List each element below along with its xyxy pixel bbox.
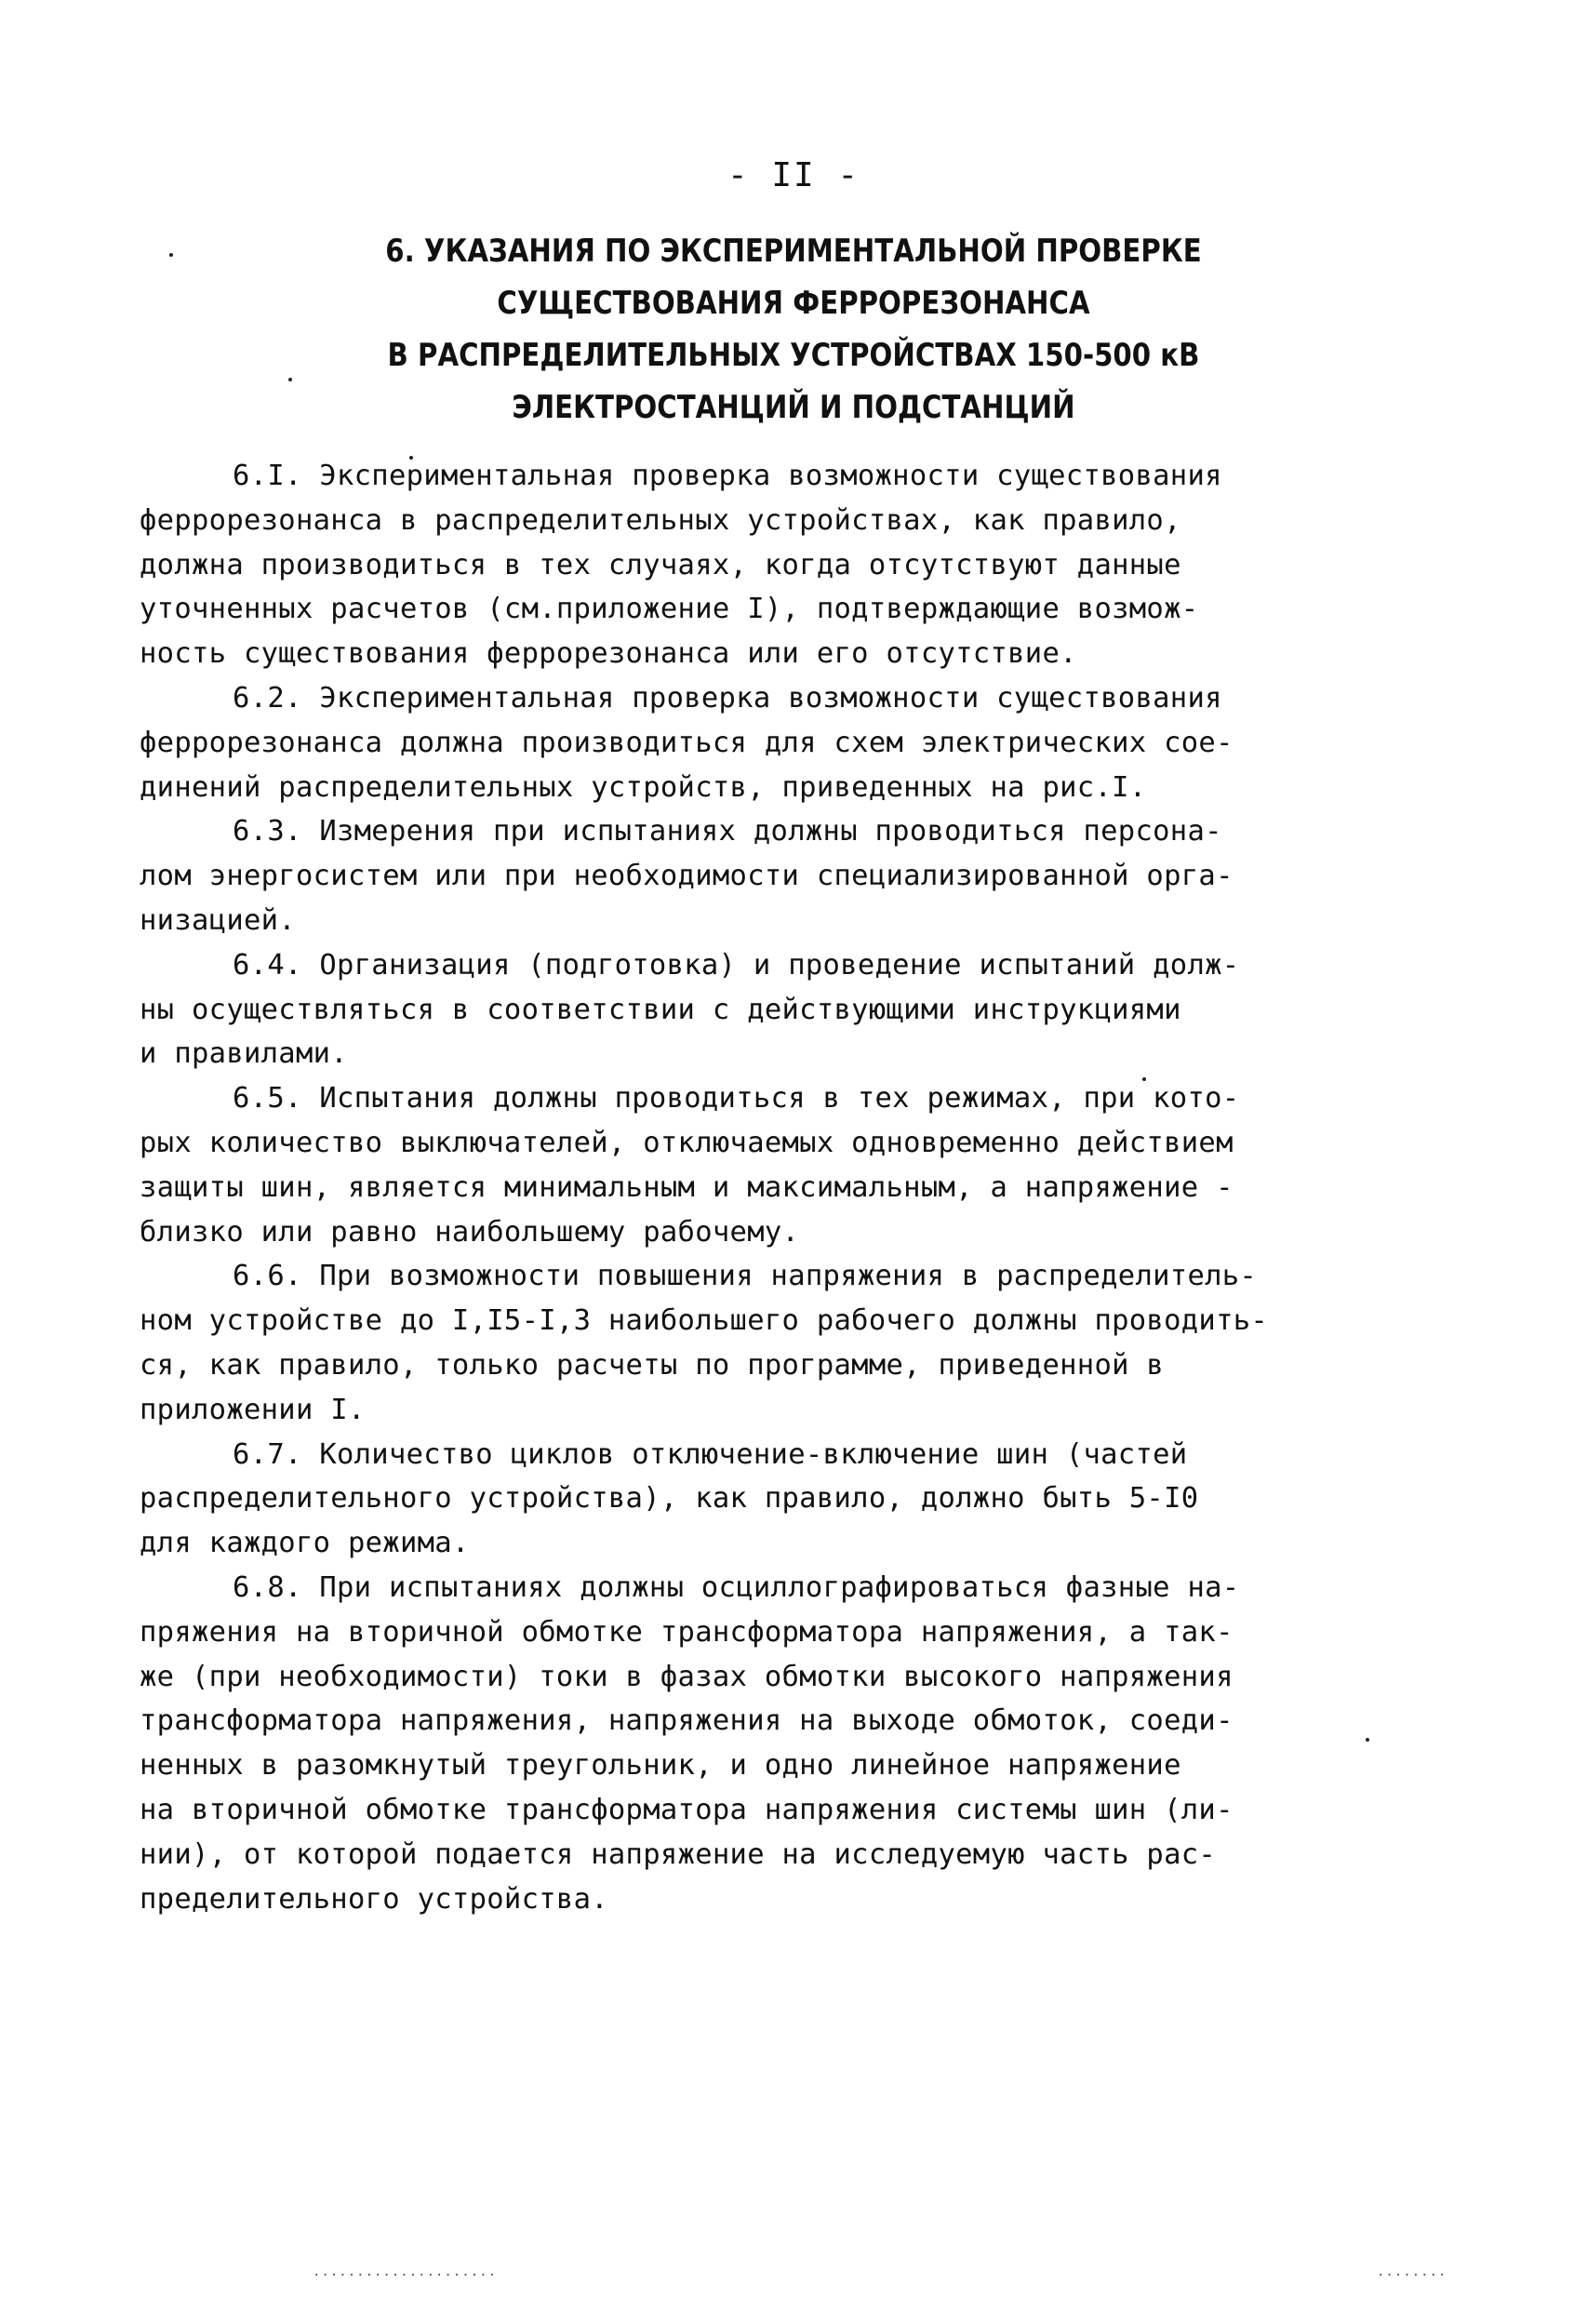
paragraph-6-1: [140, 454, 1302, 676]
text-line: и правилами.: [140, 1037, 348, 1071]
text-line: рых количество выключателей, отключаемых одновременно действием: [140, 1126, 1234, 1159]
text-line: для каждого режима.: [140, 1527, 470, 1560]
text-line: динений распределительных устройств, приведенных на рис.I.: [140, 770, 1147, 804]
text-line: пряжения на вторичной обмотке трансформатора напряжения, а так-: [140, 1615, 1234, 1649]
scan-speck: [1366, 1738, 1369, 1742]
text-line: 6.8. При испытаниях должны осциллографироваться фазные на-: [233, 1570, 1240, 1604]
text-line: лом энергосистем или при необходимости специализированной орга-: [140, 860, 1234, 893]
text-line: ся, как правило, только расчеты по программе, приведенной в: [140, 1348, 1165, 1382]
text-line: же (при необходимости) токи в фазах обмотки высокого напряжения: [140, 1660, 1234, 1693]
footer-scan-mark-left: ·····················: [313, 2268, 498, 2283]
section-title-line: СУЩЕСТВОВАНИЯ ФЕРРОРЕЗОНАНСА: [497, 285, 1090, 322]
text-line: 6.4. Организация (подготовка) и проведение испытаний долж-: [233, 948, 1240, 982]
body-text: [140, 454, 1302, 1921]
text-line: феррорезонанса в распределительных устройствах, как правило,: [140, 503, 1181, 537]
text-line: 6.2. Экспериментальная проверка возможности существования: [233, 681, 1222, 715]
text-line: на вторичной обмотке трансформатора напряжения системы шин (ли-: [140, 1793, 1234, 1826]
paragraph-6-8: [140, 1566, 1302, 1921]
text-line: ненных в разомкнутый треугольник, и одно линейное напряжение: [140, 1749, 1181, 1783]
paragraph-6-5: [140, 1076, 1302, 1254]
text-line: 6.5. Испытания должны проводиться в тех режимах, при кото-: [233, 1082, 1240, 1115]
text-line: 6.7. Количество циклов отключение-включение шин (частей: [233, 1437, 1188, 1471]
paragraph-6-6: [140, 1254, 1302, 1432]
section-title-line: ЭЛЕКТРОСТАНЦИЙ И ПОДСТАНЦИЙ: [512, 389, 1075, 426]
text-line: должна производиться в тех случаях, когда отсутствуют данные: [140, 548, 1181, 581]
text-line: 6.3. Измерения при испытаниях должны проводиться персона-: [233, 815, 1222, 848]
text-line: низацией.: [140, 903, 296, 937]
text-line: 6.I. Экспериментальная проверка возможности существования: [233, 460, 1222, 492]
paragraph-6-3: [140, 809, 1302, 942]
text-line: трансформатора напряжения, напряжения на выходе обмоток, соеди-: [140, 1704, 1234, 1738]
text-line: близко или равно наибольшему рабочему.: [140, 1215, 800, 1249]
section-title-line: В РАСПРЕДЕЛИТЕЛЬНЫХ УСТРОЙСТВАХ 150-500 кВ: [387, 337, 1200, 374]
text-line: 6.6. При возможности повышения напряжения в распределитель-: [233, 1260, 1258, 1293]
text-line: распределительного устройства), как правило, должно быть 5-I0: [140, 1482, 1199, 1516]
paragraph-6-7: [140, 1433, 1302, 1566]
text-line: ны осуществляться в соответствии с действующими инструкциями: [140, 993, 1181, 1026]
scan-speck: [1142, 1077, 1146, 1081]
paragraph-6-4: [140, 943, 1302, 1076]
text-line: защиты шин, является минимальным и максимальным, а напряжение -: [140, 1170, 1234, 1204]
paragraph-6-2: [140, 676, 1302, 809]
text-line: феррорезонанса должна производиться для схем электрических сое-: [140, 726, 1234, 759]
scan-speck: [409, 456, 413, 460]
scan-speck: [288, 378, 292, 381]
text-line: ном устройстве до I,I5-I,3 наибольшего рабочего должны проводить-: [140, 1304, 1269, 1338]
text-line: приложении I.: [140, 1393, 366, 1426]
text-line: нии), от которой подается напряжение на исследуемую часть рас-: [140, 1837, 1217, 1871]
scan-speck: [169, 253, 173, 257]
text-line: пределительного устройства.: [140, 1882, 608, 1916]
text-line: ность существования феррорезонанса или его отсутствие.: [140, 637, 1077, 671]
section-title-line: 6. УКАЗАНИЯ ПО ЭКСПЕРИМЕНТАЛЬНОЙ ПРОВЕРКЕ: [385, 233, 1202, 270]
footer-scan-mark-right: ········: [1377, 2268, 1447, 2283]
text-line: уточненных расчетов (см.приложение I), подтверждающие возмож-: [140, 593, 1199, 626]
section-title: [111, 225, 1475, 434]
page-number: - II -: [727, 156, 860, 194]
